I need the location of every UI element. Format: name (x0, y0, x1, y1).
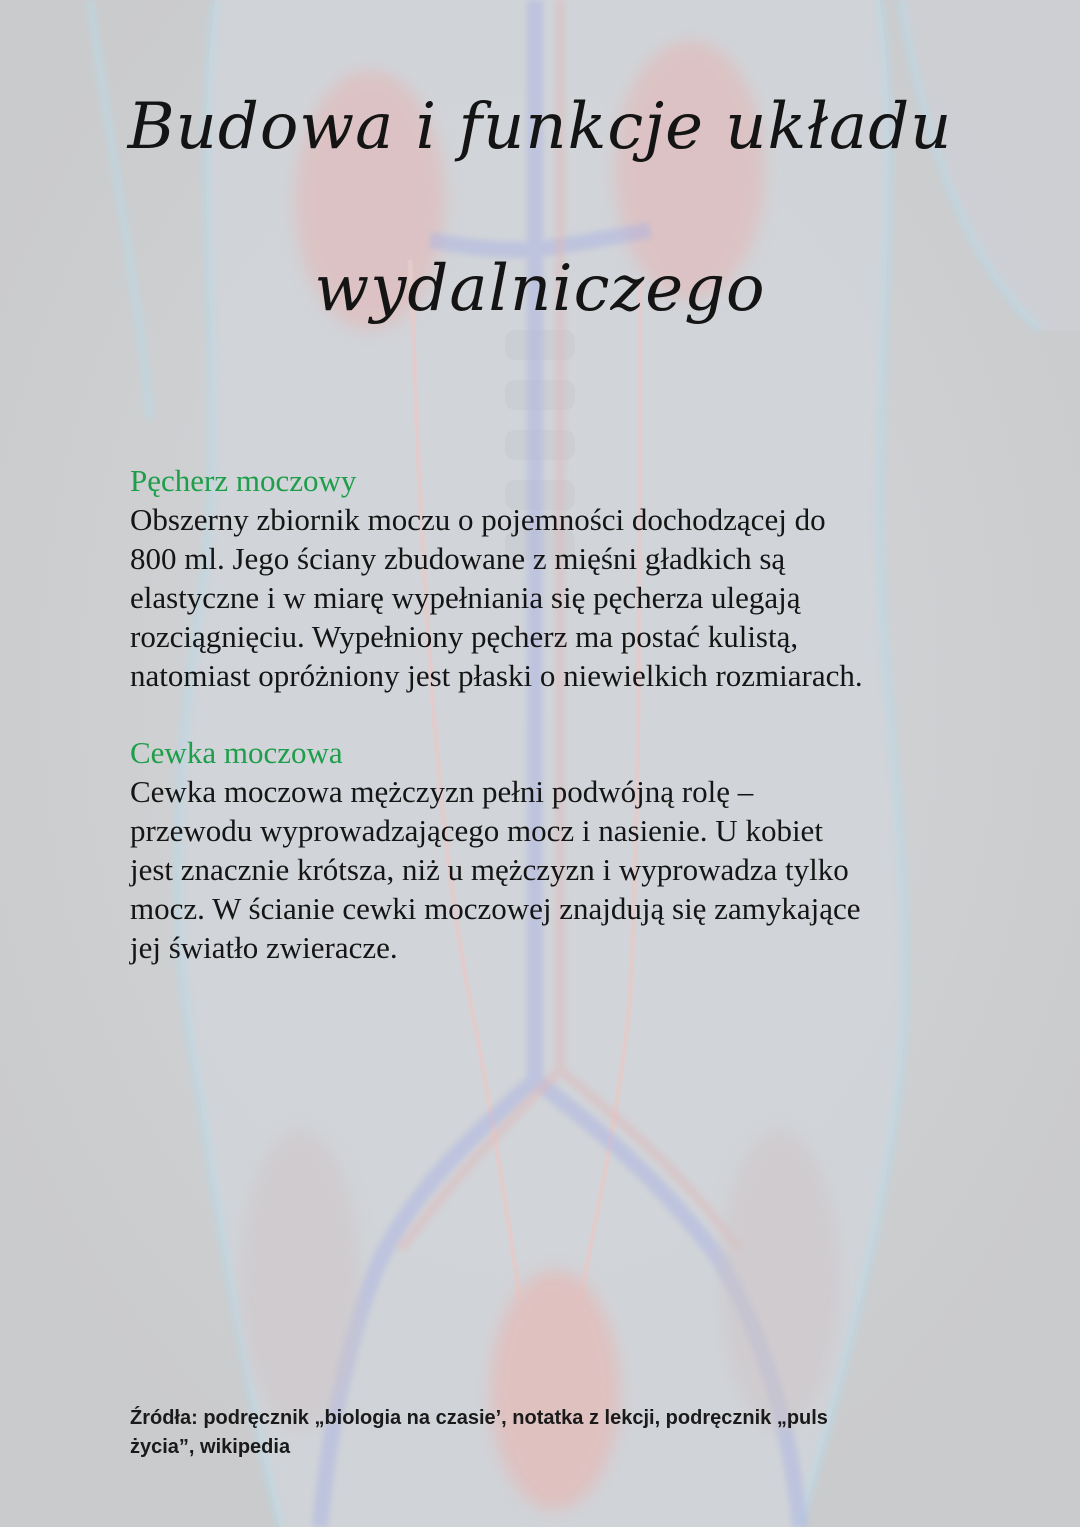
paragraph-line: przewodu wyprowadzającego mocz i nasienie. U kobiet (130, 813, 823, 848)
paragraph-line: jej światło zwieracze. (130, 930, 398, 965)
paragraph-line: mocz. W ścianie cewki moczowej znajdują się zamykające (130, 891, 861, 926)
section-heading: Pęcherz moczowy (130, 463, 357, 498)
title-line-2: wydalniczego (314, 252, 766, 326)
paragraph-line: jest znacznie krótsza, niż u mężczyzn i wyprowadza tylko (130, 852, 849, 887)
paragraph-line: Cewka moczowa mężczyzn pełni podwójną rolę – (130, 774, 754, 809)
paragraph-line: natomiast opróżniony jest płaski o niewielkich rozmiarach. (130, 658, 863, 693)
paragraph-line: 800 ml. Jego ściany zbudowane z mięśni gładkich są (130, 541, 786, 576)
sources-line: życia”, wikipedia (130, 1436, 291, 1458)
sources-line: Źródła: podręcznik „biologia na czasie’, notatka z lekcji, podręcznik „puls (130, 1407, 828, 1429)
paragraph-line: Obszerny zbiornik moczu o pojemności dochodzącej do (130, 502, 826, 537)
section-bladder (130, 461, 960, 695)
section-heading: Cewka moczowa (130, 735, 343, 770)
paragraph-line: rozciągnięciu. Wypełniony pęcherz ma postać kulistą, (130, 619, 799, 654)
title-line-1: Budowa i funkcje układu (127, 90, 953, 164)
sources-note (130, 1404, 920, 1462)
paragraph-line: elastyczne i w miarę wypełniania się pęcherza ulegają (130, 580, 801, 615)
section-urethra (130, 733, 960, 967)
